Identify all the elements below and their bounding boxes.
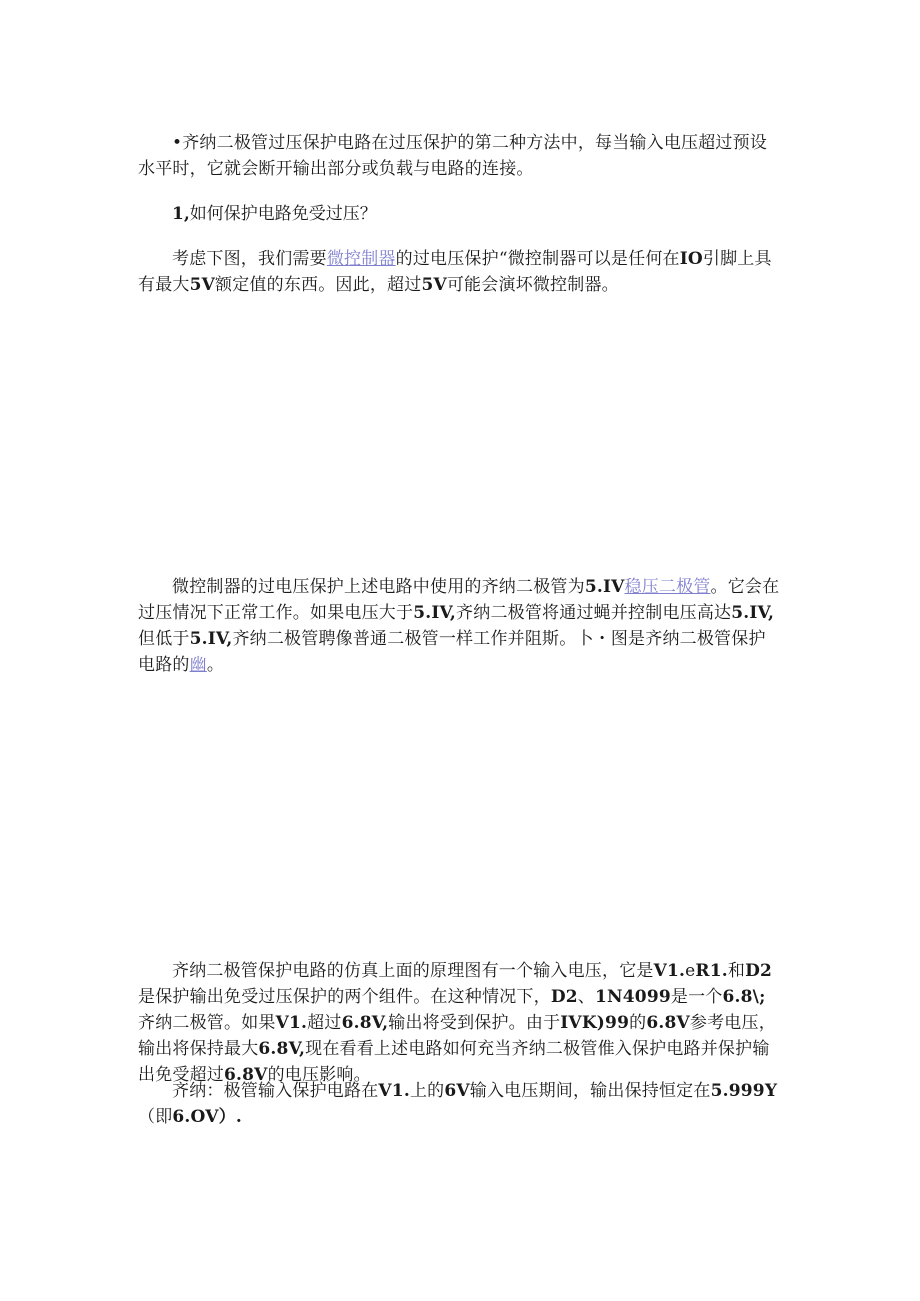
text-run: 上的 xyxy=(409,1081,445,1101)
figure-placeholder-circuit xyxy=(138,300,780,565)
text-run-bold: 6.8V xyxy=(224,1065,268,1085)
text-run: 考虑下图，我们需要 xyxy=(172,249,327,269)
text-run-bold: 6V xyxy=(444,1081,470,1101)
text-run-bold: 6.OV xyxy=(172,1107,219,1127)
text-run: 输出将受到保护。由于 xyxy=(388,1013,561,1033)
heading-text: 如何保护电路免受过压？ xyxy=(189,204,377,224)
text-run-bold: 5V xyxy=(189,275,216,295)
text-run-bold: 6.8V xyxy=(646,1013,690,1033)
text-run-bold: IO xyxy=(679,249,703,269)
text-run: 的电压影响。 xyxy=(267,1065,371,1085)
text-run: 但低于 xyxy=(138,629,190,649)
text-run-bold: 1N4099 xyxy=(595,987,671,1007)
text-run: 齐纳二极管将通过蝇并控制电压高达 xyxy=(456,603,732,623)
text-run: 齐纳：极管输入保护电路在 xyxy=(172,1081,379,1101)
link-figure[interactable]: 幽 xyxy=(189,655,207,675)
text-run-bold: V1. xyxy=(378,1081,410,1101)
text-run-bold: 5.IV xyxy=(584,577,625,597)
text-run-bold: 5.IV, xyxy=(731,603,775,623)
text-run: 的过电压保护“微控制器可以是任何在 xyxy=(395,249,680,269)
text-run-bold: 6.8V, xyxy=(341,1013,389,1033)
text-run-bold: 5.IV, xyxy=(189,629,233,649)
text-run: 可能会演坏微控制器。 xyxy=(446,275,619,295)
text-run-bold: IVK)99 xyxy=(560,1013,630,1033)
paragraph-simulation xyxy=(138,958,780,1088)
paragraph-zener-disconnect xyxy=(138,130,780,182)
text-run: 超过 xyxy=(307,1013,342,1033)
text-run-bold: R1. xyxy=(695,961,728,981)
text-run-bold: V1. xyxy=(653,961,686,981)
text-run: 输入电压期间，输出保持恒定在 xyxy=(469,1081,711,1101)
paragraph-microcontroller xyxy=(138,246,780,298)
text-run: 、 xyxy=(577,987,595,1007)
text-run-bold: 5.IV, xyxy=(413,603,457,623)
text-run: 额定值的东西。因此，超过 xyxy=(215,275,422,295)
section-heading xyxy=(172,201,377,227)
figure-placeholder-protection-circuit xyxy=(138,690,780,950)
text-run: 是保护输出免受过压保护的两个组件。在这种情况下， xyxy=(138,987,551,1007)
text-run: 微控制器的过电压保护上述电路中使用的齐纳二极管为 xyxy=(172,577,585,597)
text-run-bold: D2 xyxy=(745,961,773,981)
text-run: 。它会在过压情况下正常工作。如果电压大于 xyxy=(138,577,780,623)
text-run: （即 xyxy=(138,1107,173,1127)
paragraph-input-protection xyxy=(138,1078,780,1130)
text-run: 是一个 xyxy=(670,987,723,1007)
text-run: 的 xyxy=(629,1013,647,1033)
text-run: 齐纳二极管。如果 xyxy=(138,1013,276,1033)
text-run: 。 xyxy=(206,655,225,675)
text-run: 齐纳二极管聘像普通二极管一样工作并阻斯。卜・图是齐纳二极管保护电路的 xyxy=(138,629,766,675)
text-run: 参考电压，输出将保持最大 xyxy=(138,1013,776,1059)
paragraph-overvoltage-protection xyxy=(138,574,780,678)
text-run-bold: 6.8V, xyxy=(258,1039,306,1059)
text-run-bold: 5V xyxy=(421,275,447,295)
text-run: 和 xyxy=(727,961,746,981)
link-zener-diode[interactable]: 稳压二极管 xyxy=(624,577,711,597)
text-run-bold: 5.999Y xyxy=(710,1081,778,1101)
heading-number: 1, xyxy=(172,204,190,224)
text-run: 齐纳二极管保护电路的仿真上面的原理图有一个输入电压，它是 xyxy=(172,961,654,981)
text-run-bold: 6.8\; xyxy=(722,987,766,1007)
text-run: 引脚上具有最大 xyxy=(138,249,772,295)
text-run-bold: D2 xyxy=(550,987,578,1007)
text-run-bold: V1. xyxy=(275,1013,308,1033)
text-run: 现在看看上述电路如何充当齐纳二极管倠入保护电路并保护输出免受超过 xyxy=(138,1039,770,1085)
link-microcontroller[interactable]: 微控制器 xyxy=(326,249,396,269)
text-run-bold: ）. xyxy=(218,1107,242,1127)
paragraph-text: •齐纳二极管过压保护电路在过压保护的第二种方法中，每当输入电压超过预设水平时，它就会断开输出部分或负载与电路的连接。 xyxy=(138,133,768,179)
text-run: e xyxy=(685,961,696,981)
